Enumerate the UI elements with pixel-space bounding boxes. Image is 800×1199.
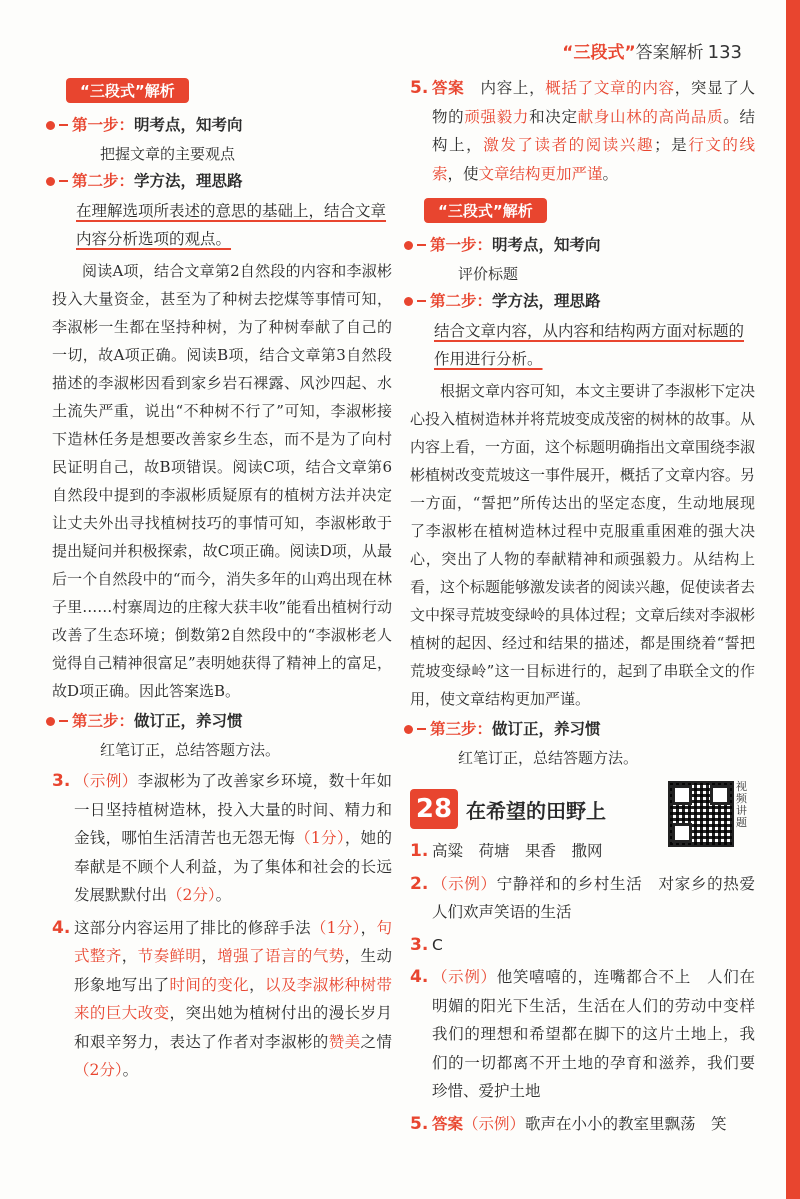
step-label: 第三步：: [72, 712, 135, 730]
step-title: 做订正，养习惯: [134, 712, 243, 730]
step-label: 第三步：: [430, 720, 493, 738]
key-phrase: 以及李淑彬种树带来的巨大改变: [74, 975, 392, 1022]
answer-tag: 答案: [432, 79, 465, 97]
answer-text: 歌声在小小的教室里飘荡 笑: [525, 1114, 727, 1133]
answer-text: C: [432, 935, 443, 954]
bullet-dash-icon: [59, 180, 68, 182]
answer-text: 他笑嘻嘻的，连嘴都合不上 人们在明媚的阳光下生活，生活在人们的劳动中变样 我们的理想和希望都在脚下的这片土地上，我们的一切都离不开土地的孕育和滋养，我们要珍惜、爱护土地: [432, 968, 771, 1100]
score-mark: （2分）: [167, 886, 216, 904]
answer-number: 4.: [52, 917, 71, 938]
step-label: 第二步：: [72, 172, 135, 190]
answer-3: [52, 767, 392, 910]
answer-number: 3.: [52, 771, 71, 791]
lesson-block: [410, 780, 755, 829]
lesson-answer-5: [410, 1110, 755, 1139]
key-phrase: 赞美: [328, 1032, 361, 1051]
answer-number: 2.: [410, 873, 429, 894]
key-phrase: 增强了语言的气势: [217, 947, 345, 965]
answer-text: 。: [602, 164, 619, 183]
bullet-dash-icon: [417, 300, 426, 302]
key-phrase: 句式整齐: [74, 918, 392, 965]
answer-number: 5.: [410, 1113, 429, 1134]
answer-text: ，: [201, 947, 218, 965]
step-three-content: 红笔订正，总结答题方法。: [100, 741, 281, 759]
lesson-title: 在希望的田野上: [466, 798, 606, 823]
answer-text: 内容上，: [479, 79, 546, 97]
score-mark: （1分）: [295, 829, 345, 847]
answer-tag: 答案: [432, 1114, 464, 1133]
bullet-dot-icon: [404, 297, 413, 306]
key-phrase: 献身山林的高尚品质: [577, 107, 724, 126]
answer-text: 宁静祥和的乡村生活 对家乡的热爱 人们欢声笑语的生活: [432, 874, 771, 921]
key-phrase: 行文的线索: [432, 136, 755, 183]
answer-text: 。: [122, 1061, 139, 1079]
step-one-content: 评价标题: [458, 265, 519, 283]
answer-text: ，生动形象地写出了: [74, 947, 392, 994]
bullet-dot-icon: [404, 241, 413, 250]
answer-text: ；是: [654, 136, 689, 154]
bullet-dot-icon: [46, 177, 55, 186]
bullet-dot-icon: [404, 725, 413, 734]
key-phrase: 文章结构更加严谨: [478, 164, 603, 183]
bullet-dash-icon: [59, 720, 68, 722]
answer-text: 。结构上，: [432, 107, 755, 154]
step-label: 第二步：: [430, 292, 493, 310]
answer-text: ，: [121, 947, 138, 965]
step-three: [46, 709, 392, 733]
step-label: 第一步：: [72, 116, 135, 134]
key-phrase: 激发了读者的阅读兴趣: [483, 136, 655, 154]
key-phrase: 节奏鲜明: [137, 947, 202, 965]
left-column: [52, 78, 392, 1085]
analysis-text: 阅读A项，结合文章第2自然段的内容和李淑彬投入大量资金，甚至为了种树去挖煤等事情可知，李淑彬一生都在坚持种树，为了种树奉献了自己的一切，故A项正确。阅读B项，结合文章第3自然段描述的李淑彬因看到家乡岩石裸露、风沙四起、水土流失严重，说出“不种树不行了”可知，李淑彬接下造林任务是想要改善家乡生态，而不是为了向村民证明自己，故B项错误。阅读C项，结合文章第6自然段中提到的李淑彬质疑原有的植树方法并决定让丈夫外出寻找植树技巧的事情可知，李淑彬敢于提出疑问并积极探索，故C项正确。阅读D项，从最后一个自然段中的“而今，消失多年的山鸡出现在林子里……村寨周边的庄稼大获丰收”能看出植树行动改善了生态环境；倒数第2自然段中的“李淑彬老人觉得自己精神很富足”表明她获得了精神上的富足，故D项正确。因此答案选B。: [52, 262, 392, 700]
step-title: 学方法，理思路: [492, 292, 601, 310]
step-two: [404, 289, 755, 313]
bullet-dash-icon: [417, 728, 426, 730]
answer-text: ，她的奉献是不顾个人利益，为了集体和社会的长远发展默默付出: [74, 829, 392, 904]
step-label: 第一步：: [430, 236, 493, 254]
example-tag: （示例）: [432, 968, 497, 986]
answer-text: ，突显了人物的: [432, 79, 755, 126]
answer-text: ，: [360, 918, 377, 937]
lesson-number: 28: [410, 789, 458, 829]
three-step-badge: “三段式”解析: [66, 78, 189, 103]
example-tag: （示例）: [432, 874, 497, 893]
step-two-method: 在理解选项所表述的意思的基础上，结合文章内容分析选项的观点。: [76, 202, 387, 248]
bullet-dash-icon: [417, 244, 426, 246]
example-tag: （示例）: [74, 772, 138, 790]
answer-number: 3.: [410, 934, 429, 955]
key-phrase: 时间的变化: [169, 975, 250, 994]
answer-text: 之情: [360, 1032, 392, 1051]
step-one-content: 把握文章的主要观点: [100, 145, 236, 163]
answer-text: ，: [249, 975, 266, 994]
analysis-text: 根据文章内容可知，本文主要讲了李淑彬下定决心投入植树造林并将荒坡变成茂密的树林的故事。从内容上看，一方面，这个标题明确指出文章围绕李淑彬植树改变荒坡这一事件展开，概括了文章内容。另一方面，“誓把”所传达出的坚定态度，生动地展现了李淑彬在植树造林过程中克服重重困难的强大决心，突出了人物的奉献精神和顽强毅力。从结构上看，这个标题能够激发读者的阅读兴趣，促使读者去文中探寻荒坡变绿岭的具体过程；文章后续对李淑彬植树的起因、经过和结果的描述，都是围绕着“誓把荒坡变绿岭”这一目标进行的，起到了串联全文的作用，使文章结构更加严谨。: [410, 382, 756, 708]
step-three: [404, 717, 755, 741]
step-two-method: 结合文章内容，从内容和结构两方面对标题的作用进行分析。: [434, 322, 745, 368]
answer-text: ，使: [447, 164, 479, 183]
three-step-badge: “三段式”解析: [424, 198, 547, 223]
bullet-dot-icon: [46, 717, 55, 726]
key-phrase: 概括了文章的内容: [545, 79, 675, 97]
answer-4: [52, 914, 392, 1085]
answer-5: [410, 74, 755, 188]
lesson-answer-3: [410, 931, 755, 960]
answer-text: 和决定: [529, 107, 578, 126]
video-label: 视频讲题: [736, 780, 747, 829]
key-phrase: 顽强毅力: [464, 107, 530, 126]
score-mark: （1分）: [310, 918, 361, 937]
bullet-dot-icon: [46, 121, 55, 130]
page-number: 133: [707, 42, 742, 63]
answer-text: 这部分内容运用了排比的修辞手法: [74, 918, 311, 937]
step-title: 做订正，养习惯: [492, 720, 601, 738]
step-title: 明考点，知考向: [134, 116, 243, 134]
bullet-dash-icon: [59, 124, 68, 126]
step-title: 明考点，知考向: [492, 236, 601, 254]
step-three-content: 红笔订正，总结答题方法。: [458, 749, 639, 767]
answer-number: 4.: [410, 967, 429, 987]
lesson-answer-2: [410, 870, 771, 927]
answer-number: 5.: [410, 78, 429, 98]
header-title: 答案解析: [635, 43, 704, 63]
step-two: [46, 169, 392, 193]
step-title: 学方法，理思路: [134, 172, 243, 190]
header-quote: “三段式”: [562, 43, 636, 63]
qr-code-icon[interactable]: [668, 781, 734, 847]
answer-text: 李淑彬为了改善家乡环境，数十年如一日坚持植树造林，投入大量的时间、精力和金钱，哪怕生活清苦也无怨无悔: [74, 772, 392, 847]
right-column: [410, 78, 771, 1138]
answer-text: 。: [215, 886, 232, 904]
score-mark: （2分）: [74, 1061, 123, 1079]
page-edge-stripe: [786, 0, 800, 1199]
example-tag: （示例）: [463, 1114, 526, 1133]
step-one: [404, 233, 755, 257]
page-header: [562, 38, 742, 63]
answer-text: 高粱 荷塘 果香 撒网: [432, 842, 603, 860]
lesson-answer-4: [410, 963, 771, 1106]
step-one: [46, 113, 392, 137]
answer-text: ，突出她为植树付出的漫长岁月和艰辛努力，表达了作者对李淑彬的: [74, 1004, 392, 1051]
answer-number: 1.: [410, 841, 429, 861]
